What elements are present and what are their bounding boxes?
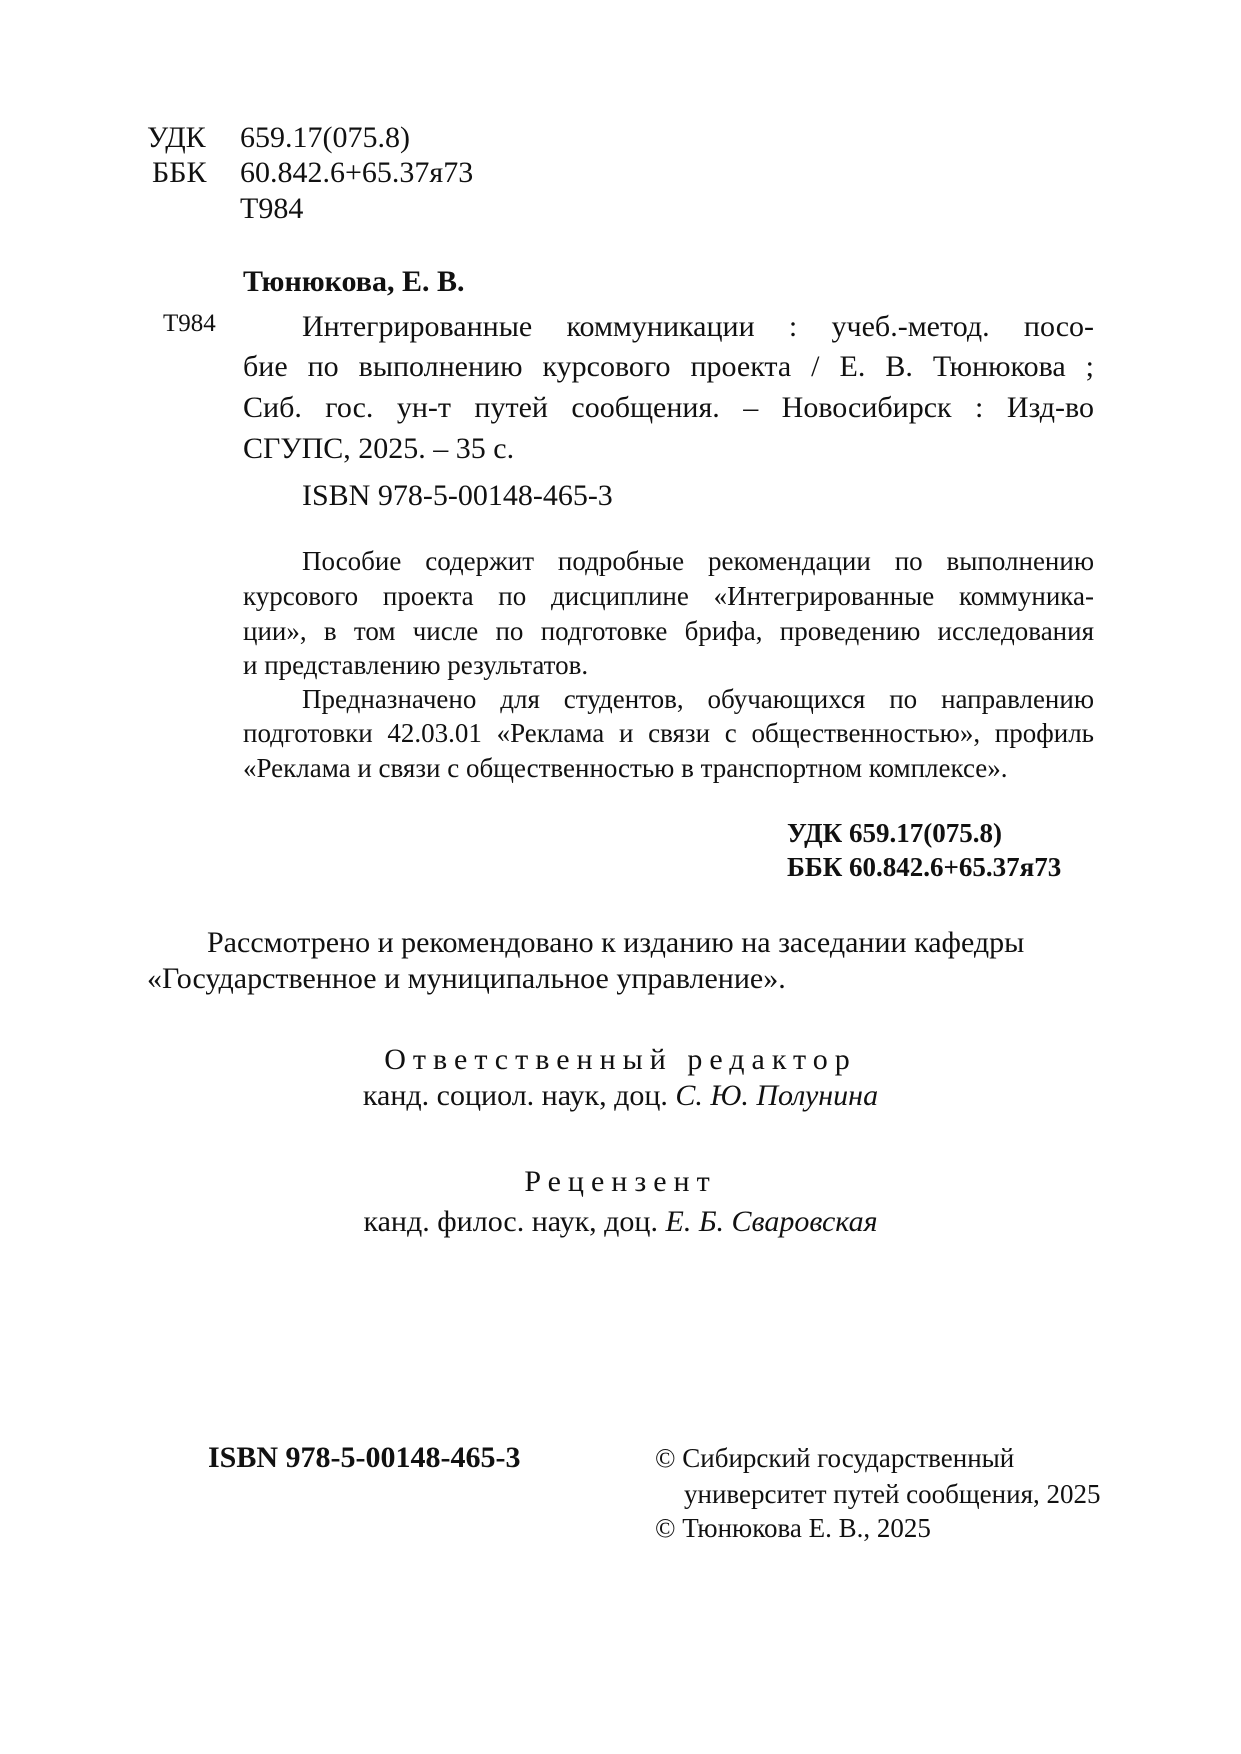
abstract-line: подготовки 42.03.01 «Реклама и связи с общественностью», профиль: [243, 718, 1094, 748]
reviewer-name: Е. Б. Сваровская: [665, 1205, 878, 1238]
bbk-value: 60.842.6+65.37я73: [240, 156, 474, 189]
bib-isbn: ISBN 978-5-00148-465-3: [302, 479, 613, 512]
bib-line: Интегрированные коммуникации : учеб.-метод. посо-: [302, 310, 1094, 343]
bbk-label: ББК: [152, 156, 207, 189]
editor-title: канд. социол. наук, доц.: [362, 1079, 676, 1112]
approval-line: Рассмотрено и рекомендовано к изданию на заседании кафедры: [207, 926, 1025, 959]
abstract-line: курсового проекта по дисциплине «Интегрированные коммуника-: [243, 581, 1094, 611]
author-heading: Тюнюкова, Е. В.: [243, 265, 465, 298]
abstract-bbk: ББК 60.842.6+65.37я73: [787, 852, 1062, 882]
reviewer-title: канд. филос. наук, доц.: [363, 1205, 666, 1238]
editor-name: С. Ю. Полунина: [675, 1079, 879, 1112]
abstract-line: «Реклама и связи с общественностью в транспортном комплексе».: [243, 753, 1008, 783]
copyright-line: университет путей сообщения, 2025: [684, 1479, 1101, 1509]
abstract-line: Предназначено для студентов, обучающихся по направлению: [302, 684, 1094, 714]
udk-value: 659.17(075.8): [240, 121, 410, 154]
reviewer-heading: Рецензент: [524, 1165, 717, 1198]
editor-credit: [0, 1076, 1241, 1116]
bib-line: СГУПС, 2025. – 35 с.: [243, 432, 515, 465]
approval-line: «Государственное и муниципальное управление».: [147, 962, 786, 995]
bib-line: Сиб. гос. ун-т путей сообщения. – Новосибирск : Изд-во: [243, 391, 1094, 424]
copyright-line: © Сибирский государственный: [655, 1443, 1015, 1473]
copyright-line: © Тюнюкова Е. В., 2025: [655, 1513, 931, 1543]
editor-heading: Ответственный редактор: [384, 1043, 857, 1076]
reviewer-credit: [0, 1202, 1241, 1242]
abstract-line: ции», в том числе по подготовке брифа, проведению исследования: [243, 616, 1094, 646]
abstract-udk: УДК 659.17(075.8): [787, 818, 1002, 848]
bib-line: бие по выполнению курсового проекта / Е. В. Тюнюкова ;: [243, 350, 1094, 383]
author-sign: Т984: [240, 192, 304, 225]
footer-isbn: ISBN 978-5-00148-465-3: [208, 1441, 521, 1474]
udk-label: УДК: [147, 121, 206, 154]
abstract-line: Пособие содержит подробные рекомендации по выполнению: [302, 546, 1094, 576]
abstract-line: и представлению результатов.: [243, 650, 589, 680]
author-sign-margin: Т984: [163, 310, 216, 337]
